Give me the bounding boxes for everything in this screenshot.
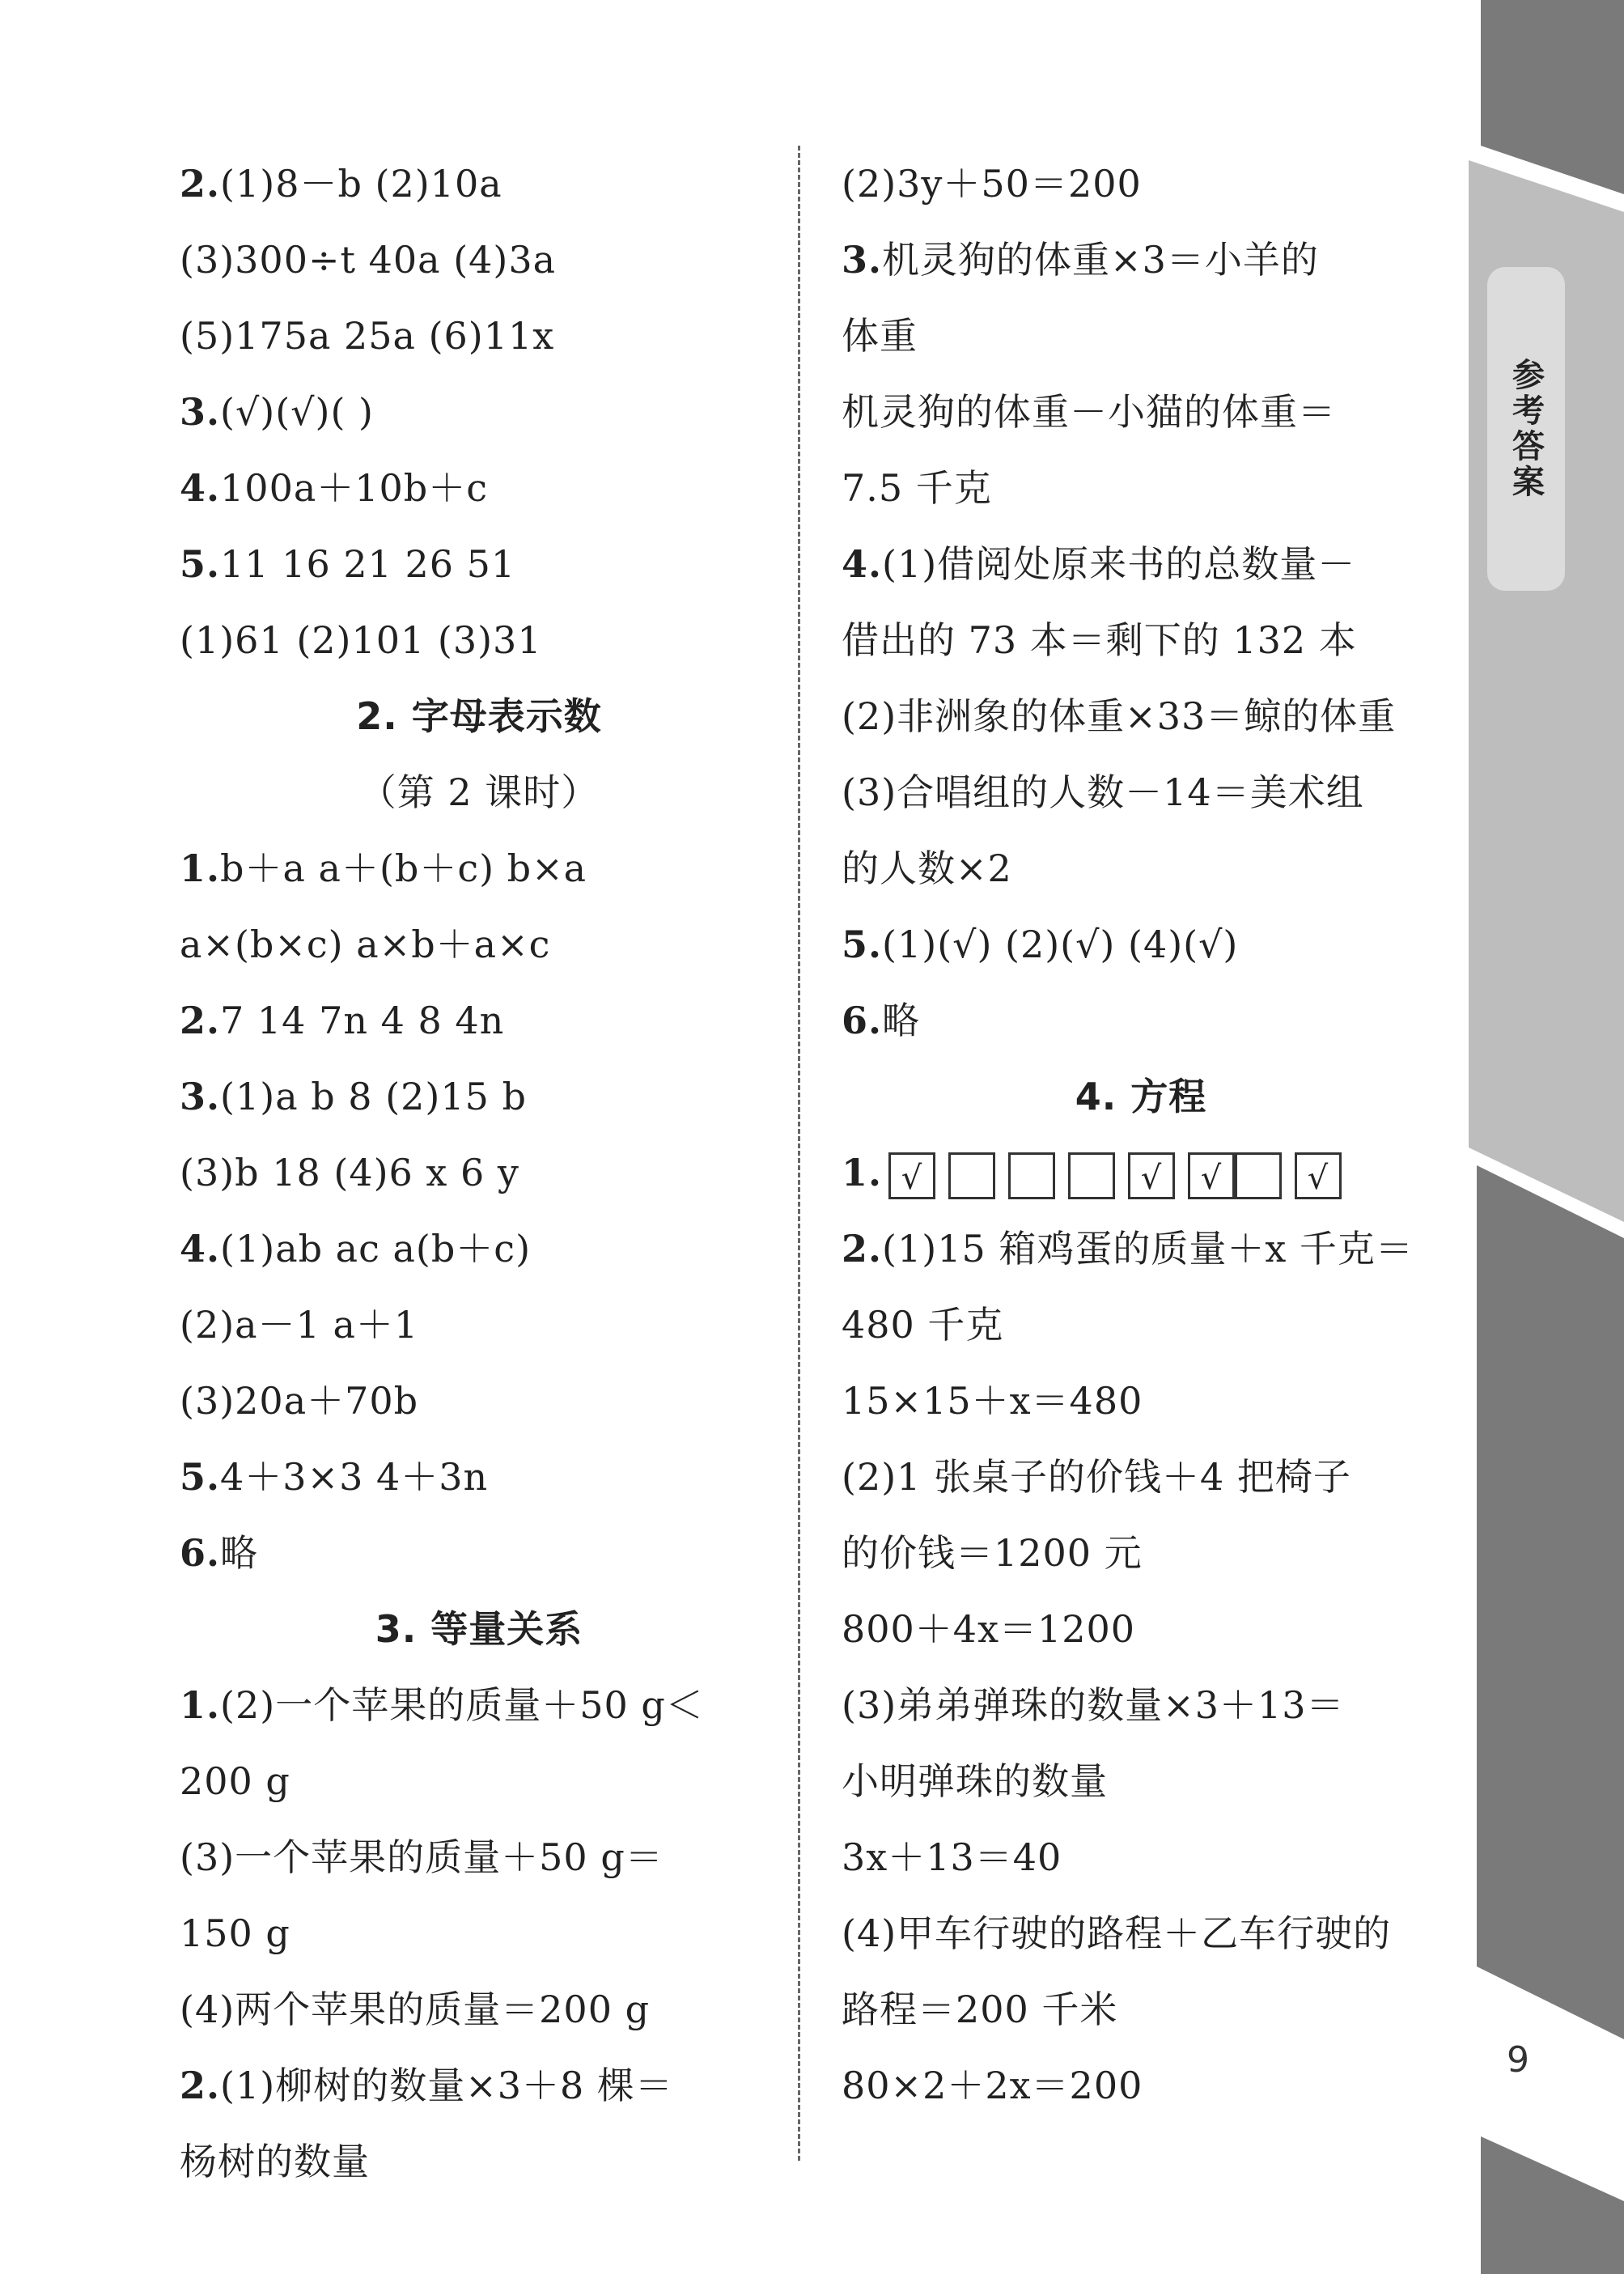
- answer-line: [842, 298, 1440, 374]
- answer-text: 小明弹珠的数量: [842, 1759, 1108, 1803]
- answer-text: (2)1 张桌子的价钱＋4 把椅子: [842, 1455, 1351, 1499]
- question-number: 2.: [180, 999, 221, 1042]
- answer-line: [842, 1363, 1440, 1439]
- answer-line: [180, 1439, 778, 1515]
- answer-line: [842, 374, 1440, 450]
- answer-text: 借出的 73 本＝剩下的 132 本: [842, 618, 1357, 662]
- answer-line: [842, 1135, 1440, 1211]
- right-column: [842, 146, 1440, 2123]
- answer-line: [842, 222, 1440, 298]
- page-number: 9: [1507, 2039, 1529, 2081]
- answer-text: (√)(√)( ): [220, 390, 374, 434]
- reference-answers-tab: [1487, 267, 1565, 591]
- question-number: 2.: [842, 1227, 883, 1271]
- tab-label: 参考答案: [1507, 358, 1545, 500]
- answer-line: [842, 1743, 1440, 1819]
- answer-text: 15×15＋x＝480: [842, 1379, 1143, 1423]
- answer-text: 80×2＋2x＝200: [842, 2064, 1143, 2107]
- answer-line: [180, 146, 778, 222]
- question-number: 4.: [180, 1227, 221, 1271]
- answer-text: 体重: [842, 314, 918, 358]
- question-number: 3.: [842, 238, 883, 282]
- answer-text: (1)ab ac a(b＋c): [220, 1227, 532, 1271]
- answer-text: (5)175a 25a (6)11x: [180, 314, 555, 358]
- question-number: 6.: [180, 1531, 221, 1575]
- answer-text: 3x＋13＝40: [842, 1835, 1062, 1879]
- answer-text: 480 千克: [842, 1303, 1004, 1347]
- answer-line: [842, 982, 1440, 1059]
- answer-text: (1)借阅处原来书的总数量－: [882, 542, 1356, 586]
- section-heading: 3. 等量关系: [375, 1607, 583, 1651]
- question-number: 3.: [180, 1075, 221, 1118]
- answer-box: √: [888, 1152, 935, 1199]
- answer-text: 杨树的数量: [180, 2140, 370, 2183]
- answer-line: [842, 906, 1440, 982]
- answer-line: [180, 1287, 778, 1363]
- answer-text: 200 g: [180, 1759, 290, 1803]
- answer-text: b＋a a＋(b＋c) b×a: [220, 846, 587, 890]
- answer-text: 4＋3×3 4＋3n: [220, 1455, 489, 1499]
- answer-line: [842, 1895, 1440, 1971]
- question-number: 4.: [180, 466, 221, 510]
- answer-text: (1)15 箱鸡蛋的质量＋x 千克＝: [882, 1227, 1414, 1271]
- answer-text: 略: [882, 999, 921, 1042]
- answer-line: [842, 1819, 1440, 1895]
- answer-line: [842, 1515, 1440, 1591]
- answer-text: (1)a b 8 (2)15 b: [220, 1075, 527, 1118]
- answer-line: [842, 1591, 1440, 1667]
- answer-line: [842, 526, 1440, 602]
- answer-text: (4)两个苹果的质量＝200 g: [180, 1988, 651, 2031]
- answer-line: [180, 1895, 778, 1971]
- answer-text: (3)合唱组的人数－14＝美术组: [842, 770, 1364, 814]
- answer-line: [842, 1971, 1440, 2047]
- answer-line: [842, 1287, 1440, 1363]
- answer-line: [180, 1363, 778, 1439]
- question-number: 4.: [842, 542, 883, 586]
- answer-text: (3)弟弟弹珠的数量×3＋13＝: [842, 1683, 1345, 1727]
- answer-line: [180, 1135, 778, 1211]
- answer-text: 150 g: [180, 1911, 290, 1955]
- answer-box: [948, 1152, 995, 1199]
- answer-text: 略: [220, 1531, 259, 1575]
- answer-line: [842, 146, 1440, 222]
- answer-text: a×(b×c) a×b＋a×c: [180, 923, 551, 966]
- answer-line: [842, 1211, 1440, 1287]
- section-heading: 2. 字母表示数: [356, 694, 602, 738]
- answer-text: (1)柳树的数量×3＋8 棵＝: [220, 2064, 673, 2107]
- check-box-row: [888, 1152, 1355, 1199]
- answer-text: (3)20a＋70b: [180, 1379, 419, 1423]
- answer-box: √: [1128, 1152, 1175, 1199]
- answer-line: [180, 526, 778, 602]
- answer-text: 机灵狗的体重×3＝小羊的: [882, 238, 1319, 282]
- answer-text: 机灵狗的体重－小猫的体重＝: [842, 390, 1336, 434]
- answer-line: [180, 1059, 778, 1135]
- answer-line: [842, 754, 1440, 830]
- answer-line: [180, 1971, 778, 2047]
- question-number: 3.: [180, 390, 221, 434]
- answer-text: 7 14 7n 4 8 4n: [220, 999, 505, 1042]
- answer-text: (3)一个苹果的质量＋50 g＝: [180, 1835, 664, 1879]
- answer-text: (1)61 (2)101 (3)31: [180, 618, 542, 662]
- answer-text: 路程＝200 千米: [842, 1988, 1118, 2031]
- answer-line: [180, 602, 778, 678]
- answer-line: [180, 374, 778, 450]
- column-divider: [798, 146, 800, 2161]
- answer-line: [842, 830, 1440, 906]
- answer-text: (1)(√) (2)(√) (4)(√): [882, 923, 1239, 966]
- answer-line: [842, 602, 1440, 678]
- answer-box: [1008, 1152, 1055, 1199]
- answer-text: 800＋4x＝1200: [842, 1607, 1136, 1651]
- answer-text: (3)b 18 (4)6 x 6 y: [180, 1151, 519, 1194]
- lesson-subtitle: （第 2 课时）: [358, 770, 600, 814]
- answer-box: [1068, 1152, 1115, 1199]
- answer-line: [180, 1743, 778, 1819]
- answer-text: 100a＋10b＋c: [220, 466, 488, 510]
- section-heading: 4. 方程: [1075, 1075, 1207, 1118]
- answer-text: (4)甲车行驶的路程＋乙车行驶的: [842, 1911, 1392, 1955]
- answer-line: [180, 982, 778, 1059]
- answer-line: [180, 1667, 778, 1743]
- answer-line: [180, 222, 778, 298]
- answer-text: (2)一个苹果的质量＋50 g＜: [220, 1683, 704, 1727]
- answer-line: [180, 1515, 778, 1591]
- answer-text: (1)8－b (2)10a: [220, 162, 502, 206]
- answer-text: 的人数×2: [842, 846, 1012, 890]
- answer-text: 11 16 21 26 51: [220, 542, 516, 586]
- answer-text: (3)300÷t 40a (4)3a: [180, 238, 557, 282]
- answer-box: √: [1188, 1152, 1235, 1199]
- answer-text: (2)非洲象的体重×33＝鲸的体重: [842, 694, 1397, 738]
- answer-text: (2)3y＋50＝200: [842, 162, 1142, 206]
- answer-line: [180, 906, 778, 982]
- answer-line: [180, 1211, 778, 1287]
- question-number: 5.: [842, 923, 883, 966]
- answer-box: √: [1295, 1152, 1342, 1199]
- answer-line: [180, 450, 778, 526]
- question-number: 1.: [180, 1683, 221, 1727]
- answer-line: [180, 1819, 778, 1895]
- question-number: 2.: [180, 2064, 221, 2107]
- question-number: 2.: [180, 162, 221, 206]
- answer-line: [842, 450, 1440, 526]
- answer-box: [1235, 1152, 1282, 1199]
- answer-line: [180, 2047, 778, 2123]
- answer-text: (2)a－1 a＋1: [180, 1303, 419, 1347]
- answer-line: [842, 1667, 1440, 1743]
- question-number: 1.: [180, 846, 221, 890]
- question-number: 6.: [842, 999, 883, 1042]
- answer-line: [842, 1439, 1440, 1515]
- question-number: 5.: [180, 1455, 221, 1499]
- left-column: [180, 146, 778, 2200]
- answer-line: [842, 678, 1440, 754]
- answer-line: [180, 830, 778, 906]
- answer-text: 7.5 千克: [842, 466, 992, 510]
- answer-line: [180, 2123, 778, 2200]
- answer-line: [180, 298, 778, 374]
- question-number: 1.: [842, 1151, 883, 1194]
- question-number: 5.: [180, 542, 221, 586]
- answer-text: 的价钱＝1200 元: [842, 1531, 1143, 1575]
- answer-line: [842, 2047, 1440, 2123]
